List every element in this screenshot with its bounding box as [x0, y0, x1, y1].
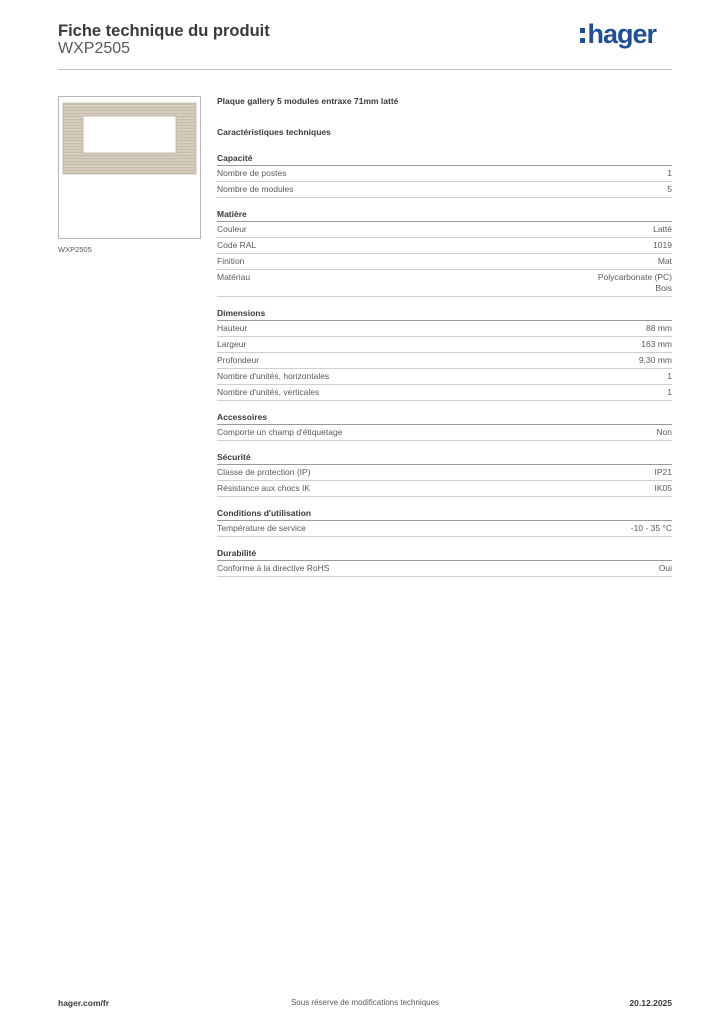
section-title: Durabilité	[217, 548, 672, 561]
spec-row	[217, 182, 672, 198]
section-title: Sécurité	[217, 452, 672, 465]
spec-value	[667, 184, 672, 195]
spec-label: Couleur	[217, 224, 247, 234]
product-reference: WXP2505	[58, 40, 131, 57]
spec-row	[217, 521, 672, 537]
section-title: Dimensions	[217, 308, 672, 321]
spec-row	[217, 270, 672, 297]
spec-label: Conforme à la directive RoHS	[217, 563, 330, 573]
spec-label: Nombre de modules	[217, 184, 294, 194]
spec-value-line: Mat	[657, 256, 672, 266]
spec-value	[667, 371, 672, 382]
footer-disclaimer: Sous réserve de modifications techniques	[290, 998, 440, 1007]
spec-value-line: -10 - 35 °C	[630, 523, 672, 533]
spec-label: Classe de protection (IP)	[217, 467, 311, 477]
spec-label: Comporte un champ d'étiquetage	[217, 427, 343, 437]
spec-label: Résistance aux chocs IK	[217, 483, 311, 493]
cover-plate-icon	[59, 97, 200, 238]
spec-value	[631, 523, 672, 534]
spec-value-line: 9,30 mm	[638, 355, 672, 365]
spec-sections	[217, 153, 672, 577]
logo-text: hager	[587, 18, 656, 49]
spec-label: Nombre d'unités, verticales	[217, 387, 320, 397]
spec-section	[217, 308, 672, 401]
spec-value-line: 1	[667, 387, 672, 397]
spec-value	[655, 467, 673, 478]
spec-value-line: 163 mm	[641, 339, 672, 349]
spec-value	[646, 323, 672, 334]
spec-value	[653, 224, 672, 235]
spec-row	[217, 385, 672, 401]
spec-value	[641, 339, 672, 350]
spec-value-line: Bois	[655, 283, 672, 293]
spec-value-line: Latté	[653, 224, 672, 234]
spec-row	[217, 561, 672, 577]
specifications	[217, 96, 672, 588]
spec-value-line: IP21	[654, 467, 672, 477]
spec-value-line: 1	[667, 168, 672, 178]
spec-row	[217, 465, 672, 481]
page-header	[58, 18, 672, 70]
spec-section	[217, 412, 672, 441]
logo-dots-icon	[580, 28, 585, 43]
footer-date: 20.12.2025	[629, 998, 672, 1008]
spec-value-line: Non	[656, 427, 672, 437]
spec-label: Hauteur	[217, 323, 248, 333]
product-image	[58, 96, 201, 239]
spec-label: Finition	[217, 256, 245, 266]
spec-value-line: IK05	[654, 483, 672, 493]
spec-value-line: 1	[667, 371, 672, 381]
spec-section	[217, 153, 672, 198]
spec-row	[217, 222, 672, 238]
spec-value	[598, 272, 672, 294]
spec-value	[667, 168, 672, 179]
spec-value	[656, 427, 672, 438]
spec-value-line: Polycarbonate (PC)	[597, 272, 672, 282]
spec-label: Nombre de postes	[217, 168, 287, 178]
spec-value	[653, 240, 672, 251]
spec-value	[639, 355, 672, 366]
spec-row	[217, 481, 672, 497]
footer-website-link[interactable]: hager.com/fr	[58, 998, 110, 1008]
product-name: Plaque gallery 5 modules entraxe 71mm latté	[217, 96, 399, 106]
spec-label: Nombre d'unités, horizontales	[217, 371, 330, 381]
spec-value-line: 5	[667, 184, 672, 194]
spec-row	[217, 321, 672, 337]
spec-value	[658, 256, 672, 267]
spec-value	[667, 387, 672, 398]
spec-label: Code RAL	[217, 240, 257, 250]
spec-section	[217, 209, 672, 297]
spec-section	[217, 548, 672, 577]
spec-row	[217, 337, 672, 353]
spec-label: Largeur	[217, 339, 247, 349]
specs-heading: Caractéristiques techniques	[217, 127, 331, 137]
spec-row	[217, 353, 672, 369]
spec-row	[217, 369, 672, 385]
document-title: Fiche technique du produit	[58, 22, 270, 40]
spec-section	[217, 508, 672, 537]
section-title: Capacité	[217, 153, 672, 166]
spec-row	[217, 238, 672, 254]
spec-row	[217, 254, 672, 270]
spec-section	[217, 452, 672, 497]
spec-label: Matériau	[217, 272, 251, 282]
spec-value	[659, 563, 672, 574]
spec-value-line: Oui	[658, 563, 672, 573]
page-footer	[58, 998, 672, 1010]
section-title: Matière	[217, 209, 672, 222]
section-title: Accessoires	[217, 412, 672, 425]
section-title: Conditions d'utilisation	[217, 508, 672, 521]
spec-label: Température de service	[217, 523, 306, 533]
spec-value-line: 88 mm	[646, 323, 672, 333]
spec-value	[655, 483, 673, 494]
image-caption: WXP2505	[58, 245, 92, 254]
spec-value-line: 1019	[653, 240, 672, 250]
spec-row	[217, 166, 672, 182]
spec-row	[217, 425, 672, 441]
spec-label: Profondeur	[217, 355, 260, 365]
hager-logo	[580, 19, 656, 49]
